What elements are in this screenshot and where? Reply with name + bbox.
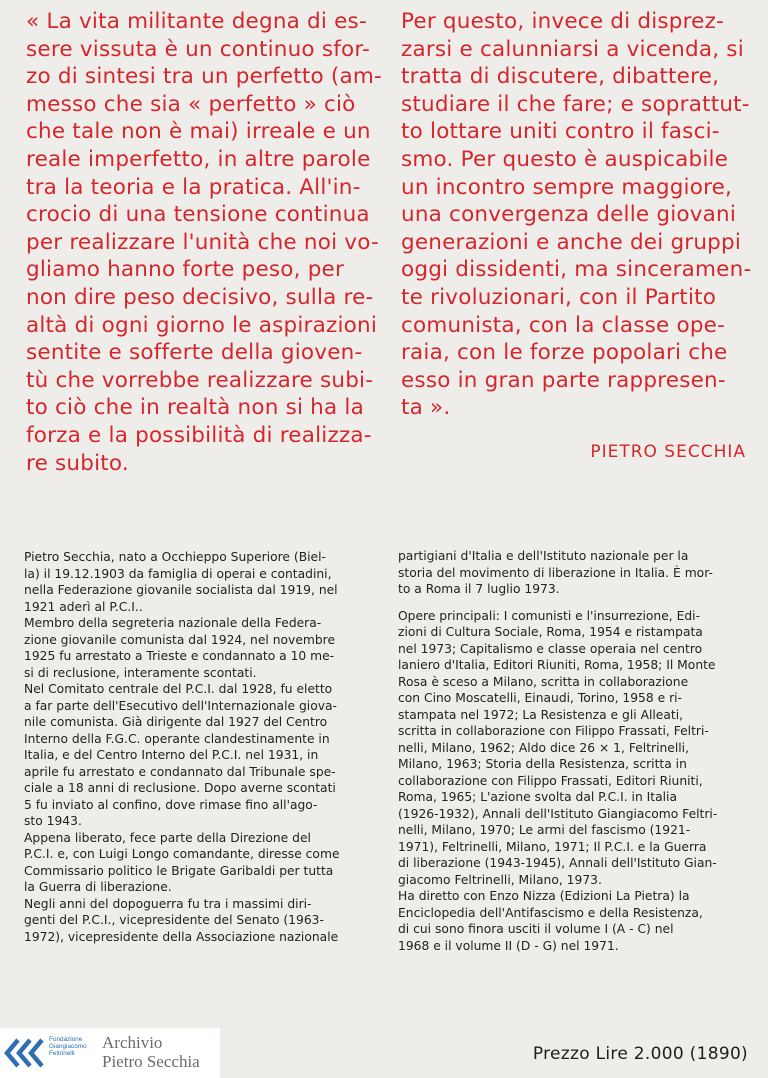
text-line: tra la teoria e la pratica. All'in- — [26, 174, 361, 200]
text-line: Nel Comitato centrale del P.C.I. dal 1928, fu eletto — [24, 682, 333, 696]
quote-left-column — [26, 8, 386, 477]
text-line: Milano, 1963; Storia della Resistenza, scritta in — [398, 757, 687, 771]
text-line: laniero d'Italia, Editori Riuniti, Roma, 1958; Il Monte — [398, 658, 716, 672]
text-line: Italia, e del Centro Interno del P.C.I. nel 1931, in — [24, 748, 319, 762]
text-line: 1972), vicepresidente della Associazione nazionale — [24, 929, 339, 944]
text-line: Pietro Secchia, nato a Occhieppo Superiore (Biel- — [24, 550, 326, 564]
text-line: Membro della segreteria nazionale della Federa- — [24, 616, 322, 630]
text-line: nel 1973; Capitalismo e classe operaia nel centro — [398, 641, 703, 656]
text-line: 1968 e il volume II (D - G) nel 1971. — [398, 938, 619, 953]
text-line: oggi dissidenti, ma sinceramen- — [401, 257, 752, 283]
text-line: zarsi e calunniarsi a vicenda, si — [401, 36, 744, 62]
text-line: reale imperfetto, in altre parole — [26, 146, 371, 172]
text-line: Opere principali: I comunisti e l'insurrezione, Edi- — [398, 608, 701, 623]
text-line: 1925 fu arrestato a Trieste e condannato a 10 me- — [24, 649, 335, 663]
text-line: 5 fu inviato al confino, dove rimase fino all'ago- — [24, 797, 318, 812]
archive-name — [102, 1033, 200, 1071]
biography-left-column — [24, 549, 374, 945]
text-line: zione giovanile comunista dal 1924, nel novembre — [24, 632, 336, 647]
text-line: Per questo, invece di disprez- — [401, 9, 725, 34]
text-line: la Guerra di liberazione. — [24, 880, 172, 894]
archive-line: Archivio — [102, 1033, 163, 1052]
foundation-line: Giangiacomo — [49, 1043, 87, 1050]
text-line: messo che sia « perfetto » ciò — [26, 91, 356, 117]
archive-logo[interactable] — [0, 1028, 220, 1078]
text-line: forza e la possibilità di realizza- — [26, 422, 372, 448]
text-line: generazioni e anche dei gruppi — [401, 229, 742, 255]
text-line: la) il 19.12.1903 da famiglia di operai e contadini, — [24, 566, 332, 581]
text-line: 1921 aderì al P.C.I.. — [24, 599, 143, 614]
text-line: sto 1943. — [24, 814, 82, 828]
text-line: crocio di una tensione continua — [26, 202, 370, 228]
text-line: Appena liberato, fece parte della Direzione del — [24, 830, 311, 845]
text-line: di cui sono finora usciti il volume I (A - C) nel — [398, 922, 674, 936]
text-line: ta ». — [401, 395, 451, 421]
text-line: P.C.I. e, con Luigi Longo comandante, diresse come — [24, 847, 340, 861]
text-line: te rivoluzionari, con il Partito — [401, 284, 717, 310]
text-line: (1926-1932), Annali dell'Istituto Giangiacomo Feltri- — [398, 806, 718, 821]
text-line: zo di sintesi tra un perfetto (am- — [26, 64, 382, 90]
text-line: studiare il che fare; e soprattut- — [401, 91, 750, 117]
text-line: storia del movimento di liberazione in Italia. È mor- — [398, 565, 713, 580]
text-line: aprile fu arrestato e condannato dal Tribunale spe- — [24, 764, 336, 779]
text-line: comunista, con la classe ope- — [401, 312, 726, 338]
foundation-name — [49, 1036, 87, 1057]
text-line: non dire peso decisivo, sulla re- — [26, 284, 374, 310]
text-line: Negli anni del dopoguerra fu tra i massimi diri- — [24, 896, 312, 911]
text-line: Enciclopedia dell'Antifascismo e della Resistenza, — [398, 905, 703, 920]
archive-line: Pietro Secchia — [102, 1052, 200, 1071]
text-line: « La vita militante degna di es- — [26, 9, 367, 34]
chevrons-logo-icon — [4, 1038, 46, 1068]
text-line: to a Roma il 7 luglio 1973. — [398, 582, 560, 596]
text-line: giacomo Feltrinelli, Milano, 1973. — [398, 872, 602, 887]
text-line: stampata nel 1972; La Resistenza e gli Alleati, — [398, 707, 684, 722]
text-line: zioni di Cultura Sociale, Roma, 1954 e ristampata — [398, 625, 703, 639]
foundation-line: Feltrinelli — [49, 1050, 75, 1057]
text-line: partigiani d'Italia e dell'Istituto nazionale per la — [398, 549, 689, 563]
text-line: nella Federazione giovanile socialista dal 1919, nel — [24, 583, 338, 597]
quote-right-column — [401, 8, 751, 422]
text-line: collaborazione con Filippo Frassati, Editori Riuniti, — [398, 773, 703, 788]
text-line: altà di ogni giorno le aspirazioni — [26, 312, 377, 338]
text-line: Interno della F.G.C. operante clandestinamente in — [24, 731, 330, 746]
text-line: gliamo hanno forte peso, per — [26, 257, 345, 283]
text-line: Roma, 1965; L'azione svolta dal P.C.I. in Italia — [398, 790, 677, 804]
quote-author: PIETRO SECCHIA — [590, 442, 746, 462]
text-line: to lottare uniti contro il fasci- — [401, 119, 720, 145]
text-line: raia, con le forze popolari che — [401, 340, 728, 366]
text-line: genti del P.C.I., vicepresidente del Senato (1963- — [24, 913, 324, 927]
text-line: tù che vorrebbe realizzare subi- — [26, 367, 374, 393]
text-line: nelli, Milano, 1970; Le armi del fascismo (1921- — [398, 823, 691, 837]
foundation-line: Fondazione — [49, 1036, 83, 1043]
text-line: si di reclusione, interamente scontati. — [24, 665, 257, 680]
text-line: tratta di discutere, dibattere, — [401, 64, 720, 90]
biography-right-column — [398, 548, 750, 954]
text-line: esso in gran parte rappresen- — [401, 367, 726, 393]
text-line: sere vissuta è un continuo sfor- — [26, 36, 370, 62]
text-line: re subito. — [26, 450, 129, 476]
text-line: a far parte dell'Esecutivo dell'Internazionale giova- — [24, 698, 337, 713]
text-line: Rosa è sceso a Milano, scritta in collaborazione — [398, 674, 689, 689]
text-line: sentite e sofferte della gioven- — [26, 340, 363, 366]
text-line: che tale non è mai) irreale e un — [26, 119, 371, 145]
text-line: smo. Per questo è auspicabile — [401, 146, 729, 172]
text-line: ciale a 18 anni di reclusione. Dopo averne scontati — [24, 781, 336, 795]
text-line: di liberazione (1943-1945), Annali dell'Istituto Gian- — [398, 856, 717, 870]
text-line: to ciò che in realtà non si ha la — [26, 395, 364, 421]
text-line: un incontro sempre maggiore, — [401, 174, 733, 200]
text-line: una convergenza delle giovani — [401, 202, 737, 228]
text-line: con Cino Moscatelli, Einaudi, Torino, 1958 e ri- — [398, 691, 682, 705]
text-line: 1971), Feltrinelli, Milano, 1971; Il P.C.I. e la Guerra — [398, 839, 707, 854]
text-line: Commissario politico le Brigate Garibaldi per tutta — [24, 863, 334, 878]
text-line: nelli, Milano, 1962; Aldo dice 26 × 1, Feltrinelli, — [398, 740, 690, 755]
text-line: per realizzare l'unità che noi vo- — [26, 229, 379, 255]
text-line: scritta in collaborazione con Filippo Frassati, Feltri- — [398, 724, 709, 738]
text-line: nile comunista. Già dirigente dal 1927 del Centro — [24, 715, 328, 729]
text-line: Ha diretto con Enzo Nizza (Edizioni La Pietra) la — [398, 889, 690, 903]
price-label: Prezzo Lire 2.000 (1890) — [532, 1044, 748, 1064]
